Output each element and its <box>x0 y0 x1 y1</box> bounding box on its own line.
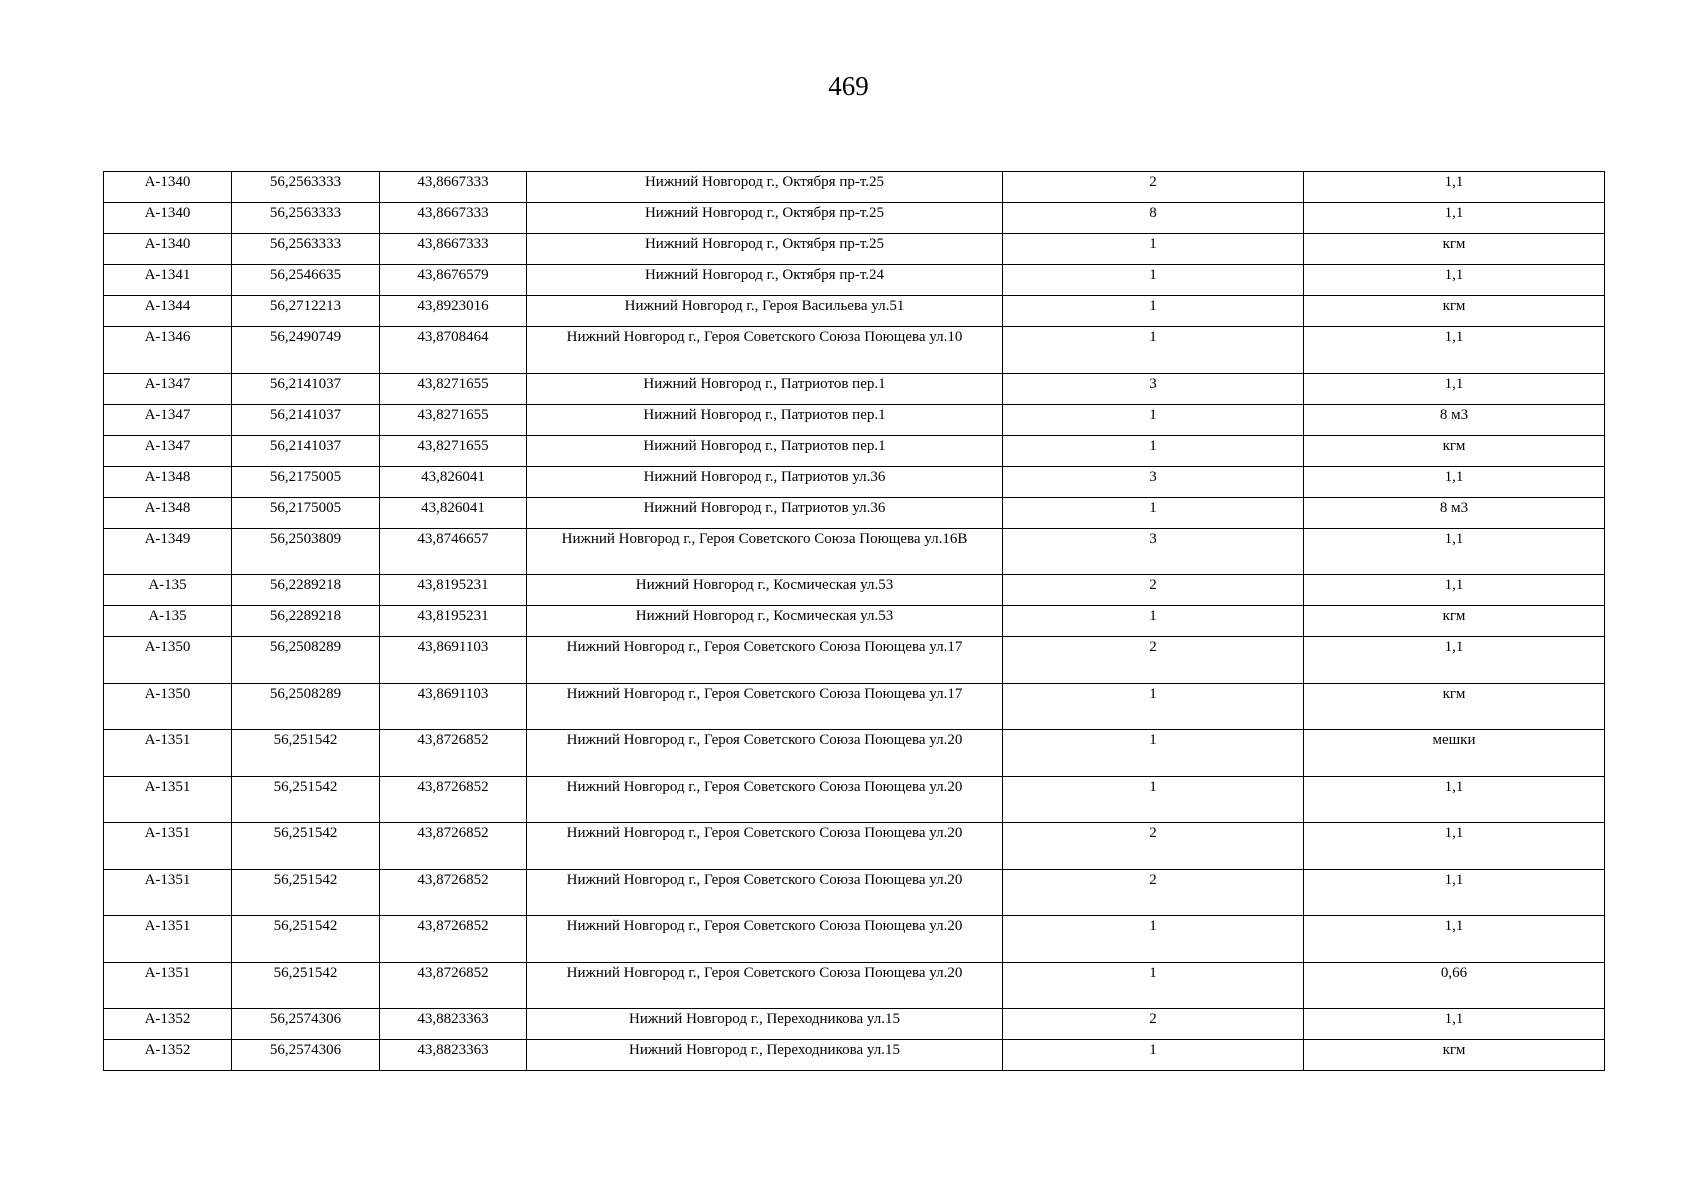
table-row <box>104 172 1605 203</box>
container-volume-cell: 1,1 <box>1304 327 1605 374</box>
container-volume-cell: 1,1 <box>1304 1009 1605 1040</box>
page-number: 469 <box>828 71 869 101</box>
latitude-cell: 56,2175005 <box>232 497 380 528</box>
latitude-cell: 56,251542 <box>232 823 380 870</box>
container-volume-cell: 1,1 <box>1304 265 1605 296</box>
container-count-cell: 2 <box>1003 869 1304 916</box>
container-count-cell: 1 <box>1003 916 1304 963</box>
longitude-cell: 43,826041 <box>380 497 527 528</box>
container-volume-cell: 1,1 <box>1304 916 1605 963</box>
latitude-cell: 56,2574306 <box>232 1009 380 1040</box>
container-count-cell: 1 <box>1003 683 1304 730</box>
container-count-cell: 2 <box>1003 637 1304 684</box>
table-row <box>104 296 1605 327</box>
address-cell: Нижний Новгород г., Героя Советского Союза Поющева ул.20 <box>527 916 1003 963</box>
site-id-cell: А-1348 <box>104 466 232 497</box>
longitude-cell: 43,8667333 <box>380 234 527 265</box>
container-count-cell: 1 <box>1003 265 1304 296</box>
table-row <box>104 265 1605 296</box>
longitude-cell: 43,826041 <box>380 466 527 497</box>
latitude-cell: 56,251542 <box>232 776 380 823</box>
container-volume-cell: мешки <box>1304 730 1605 777</box>
container-sites-table <box>103 171 1605 1071</box>
longitude-cell: 43,8726852 <box>380 869 527 916</box>
container-count-cell: 1 <box>1003 435 1304 466</box>
address-cell: Нижний Новгород г., Героя Советского Союза Поющева ул.20 <box>527 776 1003 823</box>
container-count-cell: 1 <box>1003 404 1304 435</box>
table-row <box>104 606 1605 637</box>
container-count-cell: 1 <box>1003 776 1304 823</box>
site-id-cell: А-1351 <box>104 823 232 870</box>
longitude-cell: 43,8691103 <box>380 637 527 684</box>
address-cell: Нижний Новгород г., Переходникова ул.15 <box>527 1009 1003 1040</box>
container-volume-cell: 1,1 <box>1304 869 1605 916</box>
latitude-cell: 56,2503809 <box>232 528 380 575</box>
container-volume-cell: 1,1 <box>1304 528 1605 575</box>
container-count-cell: 8 <box>1003 203 1304 234</box>
container-count-cell: 1 <box>1003 296 1304 327</box>
latitude-cell: 56,251542 <box>232 869 380 916</box>
address-cell: Нижний Новгород г., Патриотов ул.36 <box>527 466 1003 497</box>
address-cell: Нижний Новгород г., Октября пр-т.24 <box>527 265 1003 296</box>
site-id-cell: А-1346 <box>104 327 232 374</box>
container-count-cell: 2 <box>1003 1009 1304 1040</box>
container-volume-cell: 1,1 <box>1304 172 1605 203</box>
container-count-cell: 2 <box>1003 172 1304 203</box>
latitude-cell: 56,2289218 <box>232 575 380 606</box>
site-id-cell: А-1344 <box>104 296 232 327</box>
table-row <box>104 575 1605 606</box>
longitude-cell: 43,8726852 <box>380 916 527 963</box>
table-row <box>104 730 1605 777</box>
longitude-cell: 43,8195231 <box>380 606 527 637</box>
address-cell: Нижний Новгород г., Героя Васильева ул.51 <box>527 296 1003 327</box>
latitude-cell: 56,2175005 <box>232 466 380 497</box>
container-count-cell: 1 <box>1003 497 1304 528</box>
latitude-cell: 56,2563333 <box>232 172 380 203</box>
longitude-cell: 43,8667333 <box>380 203 527 234</box>
site-id-cell: А-1350 <box>104 683 232 730</box>
latitude-cell: 56,2563333 <box>232 203 380 234</box>
container-volume-cell: 0,66 <box>1304 962 1605 1009</box>
longitude-cell: 43,8271655 <box>380 404 527 435</box>
latitude-cell: 56,2574306 <box>232 1040 380 1071</box>
address-cell: Нижний Новгород г., Октября пр-т.25 <box>527 172 1003 203</box>
table-row <box>104 1040 1605 1071</box>
longitude-cell: 43,8271655 <box>380 373 527 404</box>
site-id-cell: А-1347 <box>104 404 232 435</box>
container-count-cell: 1 <box>1003 234 1304 265</box>
latitude-cell: 56,251542 <box>232 962 380 1009</box>
longitude-cell: 43,8823363 <box>380 1009 527 1040</box>
container-volume-cell: кгм <box>1304 606 1605 637</box>
longitude-cell: 43,8676579 <box>380 265 527 296</box>
site-id-cell: А-1349 <box>104 528 232 575</box>
table-row <box>104 373 1605 404</box>
address-cell: Нижний Новгород г., Героя Советского Союза Поющева ул.17 <box>527 637 1003 684</box>
table-row <box>104 327 1605 374</box>
address-cell: Нижний Новгород г., Октября пр-т.25 <box>527 203 1003 234</box>
longitude-cell: 43,8195231 <box>380 575 527 606</box>
address-cell: Нижний Новгород г., Патриотов пер.1 <box>527 373 1003 404</box>
table-row <box>104 823 1605 870</box>
site-id-cell: А-1352 <box>104 1009 232 1040</box>
longitude-cell: 43,8691103 <box>380 683 527 730</box>
latitude-cell: 56,2490749 <box>232 327 380 374</box>
longitude-cell: 43,8726852 <box>380 962 527 1009</box>
container-volume-cell: кгм <box>1304 1040 1605 1071</box>
container-volume-cell: кгм <box>1304 234 1605 265</box>
longitude-cell: 43,8823363 <box>380 1040 527 1071</box>
site-id-cell: А-1351 <box>104 869 232 916</box>
latitude-cell: 56,2289218 <box>232 606 380 637</box>
latitude-cell: 56,2563333 <box>232 234 380 265</box>
table-row <box>104 869 1605 916</box>
address-cell: Нижний Новгород г., Октября пр-т.25 <box>527 234 1003 265</box>
container-count-cell: 1 <box>1003 327 1304 374</box>
container-count-cell: 2 <box>1003 823 1304 870</box>
latitude-cell: 56,2141037 <box>232 404 380 435</box>
address-cell: Нижний Новгород г., Героя Советского Союза Поющева ул.16В <box>527 528 1003 575</box>
site-id-cell: А-1341 <box>104 265 232 296</box>
container-count-cell: 1 <box>1003 730 1304 777</box>
table-row <box>104 466 1605 497</box>
site-id-cell: А-1351 <box>104 962 232 1009</box>
site-id-cell: А-1340 <box>104 234 232 265</box>
site-id-cell: А-1351 <box>104 730 232 777</box>
address-cell: Нижний Новгород г., Патриотов ул.36 <box>527 497 1003 528</box>
latitude-cell: 56,251542 <box>232 730 380 777</box>
address-cell: Нижний Новгород г., Космическая ул.53 <box>527 606 1003 637</box>
table-row <box>104 1009 1605 1040</box>
site-id-cell: А-1340 <box>104 172 232 203</box>
latitude-cell: 56,2508289 <box>232 683 380 730</box>
container-volume-cell: 1,1 <box>1304 466 1605 497</box>
address-cell: Нижний Новгород г., Космическая ул.53 <box>527 575 1003 606</box>
container-volume-cell: 1,1 <box>1304 776 1605 823</box>
site-id-cell: А-1347 <box>104 373 232 404</box>
address-cell: Нижний Новгород г., Героя Советского Союза Поющева ул.10 <box>527 327 1003 374</box>
container-count-cell: 1 <box>1003 962 1304 1009</box>
address-cell: Нижний Новгород г., Героя Советского Союза Поющева ул.20 <box>527 730 1003 777</box>
container-volume-cell: кгм <box>1304 683 1605 730</box>
address-cell: Нижний Новгород г., Героя Советского Союза Поющева ул.20 <box>527 869 1003 916</box>
latitude-cell: 56,251542 <box>232 916 380 963</box>
container-volume-cell: 1,1 <box>1304 203 1605 234</box>
latitude-cell: 56,2141037 <box>232 435 380 466</box>
container-volume-cell: кгм <box>1304 296 1605 327</box>
container-volume-cell: 8 м3 <box>1304 404 1605 435</box>
address-cell: Нижний Новгород г., Патриотов пер.1 <box>527 404 1003 435</box>
site-id-cell: А-135 <box>104 606 232 637</box>
site-id-cell: А-1352 <box>104 1040 232 1071</box>
site-id-cell: А-1348 <box>104 497 232 528</box>
container-volume-cell: 8 м3 <box>1304 497 1605 528</box>
container-count-cell: 1 <box>1003 606 1304 637</box>
longitude-cell: 43,8746657 <box>380 528 527 575</box>
table-row <box>104 203 1605 234</box>
table-row <box>104 962 1605 1009</box>
table-row <box>104 916 1605 963</box>
table-row <box>104 404 1605 435</box>
site-id-cell: А-1351 <box>104 776 232 823</box>
latitude-cell: 56,2141037 <box>232 373 380 404</box>
table-row <box>104 234 1605 265</box>
table-row <box>104 528 1605 575</box>
latitude-cell: 56,2508289 <box>232 637 380 684</box>
table-row <box>104 435 1605 466</box>
container-count-cell: 3 <box>1003 528 1304 575</box>
longitude-cell: 43,8667333 <box>380 172 527 203</box>
container-count-cell: 2 <box>1003 575 1304 606</box>
longitude-cell: 43,8726852 <box>380 823 527 870</box>
table-row <box>104 683 1605 730</box>
address-cell: Нижний Новгород г., Героя Советского Союза Поющева ул.20 <box>527 823 1003 870</box>
container-count-cell: 3 <box>1003 373 1304 404</box>
container-volume-cell: 1,1 <box>1304 637 1605 684</box>
longitude-cell: 43,8708464 <box>380 327 527 374</box>
container-volume-cell: 1,1 <box>1304 373 1605 404</box>
address-cell: Нижний Новгород г., Героя Советского Союза Поющева ул.20 <box>527 962 1003 1009</box>
longitude-cell: 43,8271655 <box>380 435 527 466</box>
table-row <box>104 776 1605 823</box>
site-id-cell: А-1350 <box>104 637 232 684</box>
container-volume-cell: кгм <box>1304 435 1605 466</box>
address-cell: Нижний Новгород г., Героя Советского Союза Поющева ул.17 <box>527 683 1003 730</box>
latitude-cell: 56,2546635 <box>232 265 380 296</box>
site-id-cell: А-1347 <box>104 435 232 466</box>
container-volume-cell: 1,1 <box>1304 823 1605 870</box>
site-id-cell: А-1340 <box>104 203 232 234</box>
table-row <box>104 637 1605 684</box>
site-id-cell: А-135 <box>104 575 232 606</box>
site-id-cell: А-1351 <box>104 916 232 963</box>
address-cell: Нижний Новгород г., Переходникова ул.15 <box>527 1040 1003 1071</box>
container-count-cell: 1 <box>1003 1040 1304 1071</box>
address-cell: Нижний Новгород г., Патриотов пер.1 <box>527 435 1003 466</box>
latitude-cell: 56,2712213 <box>232 296 380 327</box>
table-row <box>104 497 1605 528</box>
longitude-cell: 43,8923016 <box>380 296 527 327</box>
table-body <box>104 172 1605 1071</box>
container-volume-cell: 1,1 <box>1304 575 1605 606</box>
longitude-cell: 43,8726852 <box>380 730 527 777</box>
container-count-cell: 3 <box>1003 466 1304 497</box>
longitude-cell: 43,8726852 <box>380 776 527 823</box>
